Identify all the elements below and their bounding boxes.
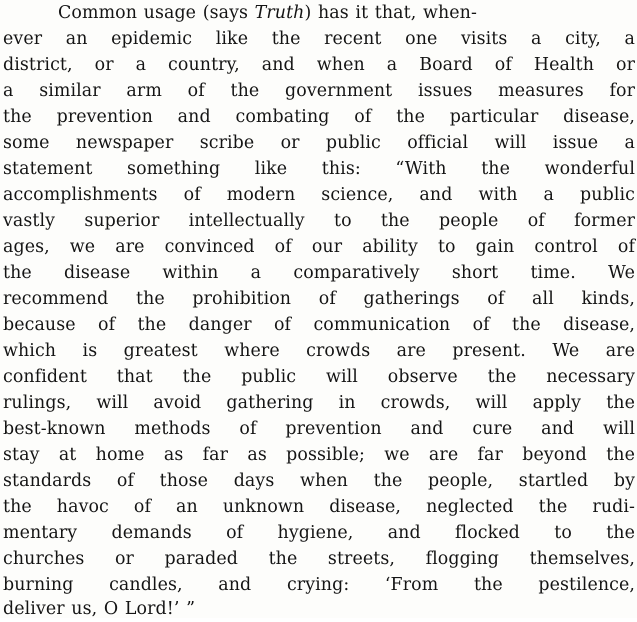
- article-line-6: some newspaper scribe or public official will issue a: [3, 133, 635, 153]
- article-line-7: statement something like this: “With the wonderful: [3, 159, 635, 179]
- article-line-14: which is greatest where crowds are present. We are: [3, 341, 635, 361]
- line-1-lead: Common usage (says: [58, 3, 255, 23]
- article-line-20: the havoc of an unknown disease, neglected the rudi-: [3, 497, 635, 517]
- line-1-tail: ) has it that, when-: [304, 3, 477, 23]
- article-line-5: the prevention and combating of the particular disease,: [3, 107, 635, 127]
- article-line-18: stay at home as far as possible; we are far beyond the: [3, 445, 635, 465]
- article-line-1: [58, 0, 635, 26]
- article-line-13: because of the danger of communication of the disease,: [3, 315, 635, 335]
- article-line-22: churches or paraded the streets, flogging themselves,: [3, 549, 635, 569]
- article-line-23: burning candles, and crying: ‘From the pestilence,: [3, 575, 635, 595]
- publication-name: Truth: [254, 3, 305, 23]
- article-line-9: vastly superior intellectually to the people of former: [3, 211, 635, 231]
- article-line-15: confident that the public will observe the necessary: [3, 367, 635, 387]
- article-line-4: a similar arm of the government issues measures for: [3, 81, 635, 101]
- article-line-3: district, or a country, and when a Board of Health or: [3, 55, 635, 75]
- article-line-2: ever an epidemic like the recent one visits a city, a: [3, 29, 635, 49]
- article-line-21: mentary demands of hygiene, and flocked to the: [3, 523, 635, 543]
- article-line-12: recommend the prohibition of gatherings of all kinds,: [3, 289, 635, 309]
- article-line-8: accomplishments of modern science, and with a public: [3, 185, 635, 205]
- article-line-10: ages, we are convinced of our ability to gain control of: [3, 237, 635, 257]
- article-line-16: rulings, will avoid gathering in crowds, will apply the: [3, 393, 635, 413]
- article-line-19: standards of those days when the people, startled by: [3, 471, 635, 491]
- article-line-11: the disease within a comparatively short time. We: [3, 263, 635, 283]
- article-line-17: best-known methods of prevention and cure and will: [3, 419, 635, 439]
- article-line-24: deliver us, O Lord!’ ”: [3, 599, 196, 619]
